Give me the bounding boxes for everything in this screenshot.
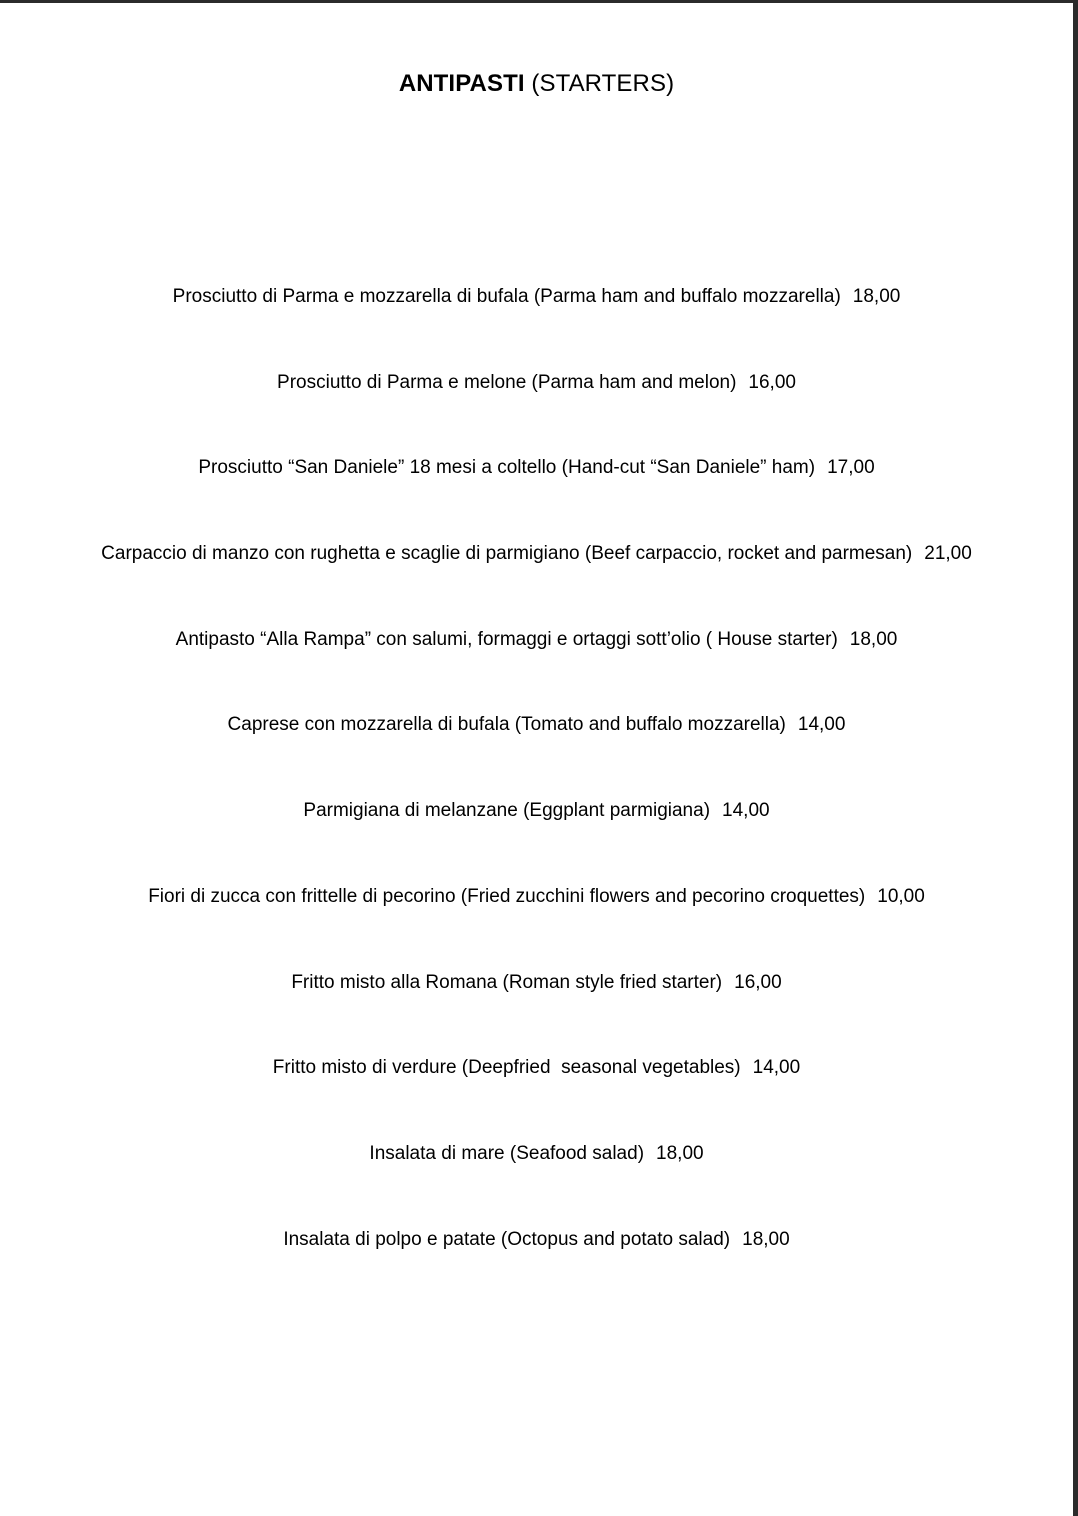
page-border-right	[1073, 0, 1078, 1516]
item-name: Parmigiana di melanzane (Eggplant parmigiana)	[303, 800, 711, 822]
menu-item	[0, 713, 1073, 799]
item-name: Prosciutto di Parma e mozzarella di bufala (Parma ham and buffalo mozzarella)	[172, 286, 841, 307]
page-title	[0, 70, 1073, 98]
menu-item	[0, 885, 1073, 971]
item-price: 16,00	[748, 371, 796, 393]
menu-item	[0, 971, 1073, 1057]
menu-item	[0, 628, 1073, 714]
menu-item	[0, 542, 1073, 628]
menu-item	[0, 1228, 1073, 1314]
menu-list	[0, 285, 1073, 1313]
item-price: 14,00	[797, 714, 846, 736]
menu-item	[0, 799, 1073, 885]
menu-item	[0, 1142, 1073, 1228]
menu-item	[0, 1056, 1073, 1142]
menu-item	[0, 371, 1073, 457]
item-name: Fiori di zucca con frittelle di pecorino (Fried zucchini flowers and pecorino croquettes)	[148, 885, 866, 907]
title-bold: ANTIPASTI	[398, 70, 525, 97]
item-price: 14,00	[752, 1057, 801, 1079]
item-price: 17,00	[827, 457, 875, 479]
item-price: 18,00	[656, 1142, 704, 1164]
item-price: 18,00	[742, 1228, 790, 1250]
item-name: Prosciutto di Parma e melone (Parma ham and melon)	[277, 371, 737, 393]
item-name: Insalata di mare (Seafood salad)	[369, 1142, 645, 1164]
item-name: Insalata di polpo e patate (Octopus and potato salad)	[283, 1228, 731, 1250]
item-name: Fritto misto alla Romana (Roman style fried starter)	[291, 971, 723, 993]
item-price: 18,00	[849, 628, 898, 650]
item-name: Antipasto “Alla Rampa” con salumi, formaggi e ortaggi sott’olio ( House starter)	[175, 628, 838, 650]
item-name: Fritto misto di verdure (Deepfried seasonal vegetables)	[272, 1057, 741, 1079]
page-border-top	[0, 0, 1078, 3]
item-price: 14,00	[722, 800, 770, 822]
menu-item	[0, 456, 1073, 542]
menu-item	[0, 285, 1073, 371]
title-subtitle: (STARTERS)	[531, 70, 675, 97]
item-name: Carpaccio di manzo con rughetta e scaglie di parmigiano (Beef carpaccio, rocket and parmesan)	[101, 543, 913, 565]
item-price: 10,00	[877, 885, 925, 907]
item-price: 16,00	[734, 971, 782, 993]
item-name: Prosciutto “San Daniele” 18 mesi a coltello (Hand-cut “San Daniele” ham)	[198, 457, 816, 479]
item-name: Caprese con mozzarella di bufala (Tomato and buffalo mozzarella)	[227, 714, 786, 736]
item-price: 21,00	[924, 543, 972, 565]
item-price: 18,00	[852, 286, 901, 307]
